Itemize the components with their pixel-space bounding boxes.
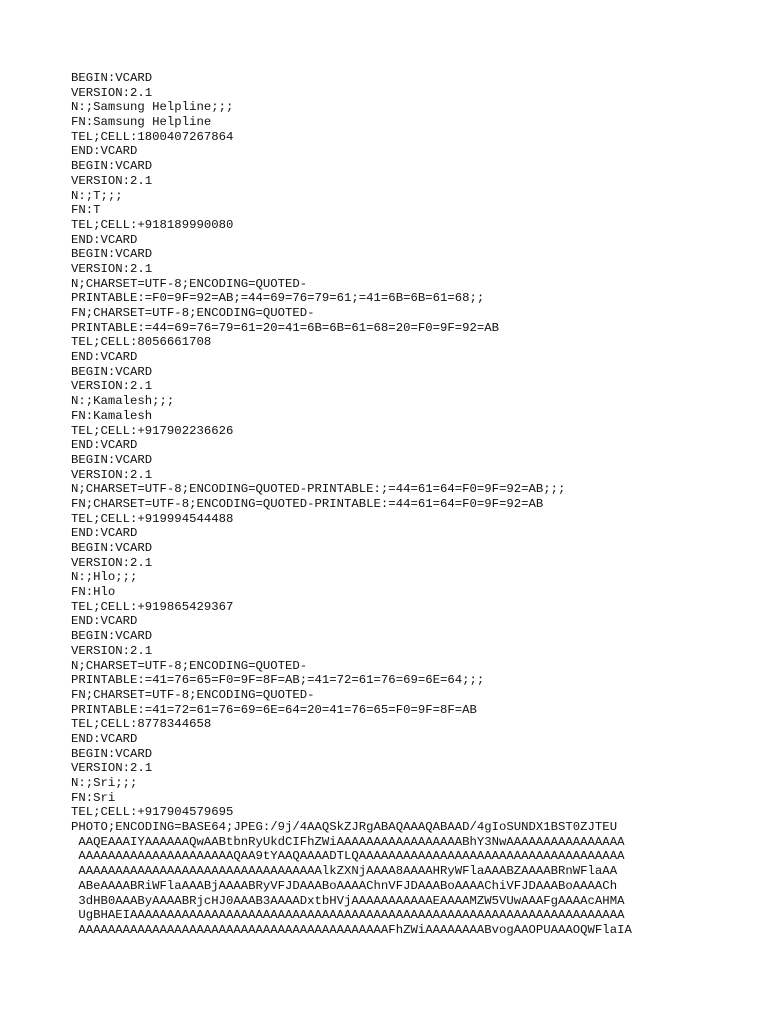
text-line: PHOTO;ENCODING=BASE64;JPEG:/9j/4AAQSkZJRgABAQAAAQABAAD/4gIoSUNDX1BST0ZJTEU [71, 820, 618, 835]
text-line: BEGIN:VCARD [71, 746, 153, 761]
text-line: TEL;CELL:+919994544488 [71, 511, 234, 526]
vcard-text-document [71, 71, 751, 952]
text-line: TEL;CELL:+917902236626 [71, 423, 234, 438]
text-line: ABeAAAABRiWFlaAAABjAAAABRyVFJDAAABoAAAAChnVFJDAAABoAAAAChiVFJDAAABoAAAACh [71, 878, 618, 893]
text-line: TEL;CELL:+919865429367 [71, 599, 234, 614]
text-line: END:VCARD [71, 438, 138, 453]
text-line: END:VCARD [71, 731, 138, 746]
text-line [71, 938, 751, 953]
text-line: VERSION:2.1 [71, 379, 153, 394]
text-line: TEL;CELL:8778344658 [71, 717, 212, 732]
text-line: N;CHARSET=UTF-8;ENCODING=QUOTED-PRINTABLE:;=44=61=64=F0=9F=92=AB;;; [71, 482, 566, 497]
text-line: FN:Kamalesh [71, 408, 153, 423]
text-line: VERSION:2.1 [71, 643, 153, 658]
text-line: END:VCARD [71, 350, 138, 365]
text-line: AAAAAAAAAAAAAAAAAAAAAQAA9tYAAQAAAADTLQAAAAAAAAAAAAAAAAAAAAAAAAAAAAAAAAAAAA [71, 849, 625, 864]
text-line: N;CHARSET=UTF-8;ENCODING=QUOTED- [71, 658, 308, 673]
text-line: TEL;CELL:+917904579695 [71, 805, 234, 820]
text-line: FN:Sri [71, 790, 116, 805]
text-line: BEGIN:VCARD [71, 247, 153, 262]
text-line: N:;Sri;;; [71, 776, 138, 790]
text-line: PRINTABLE:=41=72=61=76=69=6E=64=20=41=76=65=F0=9F=8F=AB [71, 702, 477, 717]
text-line: BEGIN:VCARD [71, 541, 153, 555]
text-line: VERSION:2.1 [71, 173, 153, 188]
text-line: TEL;CELL:+918189990080 [71, 217, 234, 232]
text-line: VERSION:2.1 [71, 467, 153, 482]
text-line: AAQEAAAIYAAAAAAQwAABtbnRyUkdCIFhZWiAAAAAAAAAAAAAAAAABhY3NwAAAAAAAAAAAAAAAA [71, 834, 625, 849]
text-line: VERSION:2.1 [71, 85, 153, 100]
text-line: N:;Hlo;;; [71, 570, 138, 585]
text-line: AAAAAAAAAAAAAAAAAAAAAAAAAAAAAAAAAlkZXNjAAAA8AAAAHRyWFlaAAABZAAAABRnWFlaAA [71, 864, 618, 879]
text-line: BEGIN:VCARD [71, 159, 153, 174]
text-line: PRINTABLE:=41=76=65=F0=9F=8F=AB;=41=72=61=76=69=6E=64;;; [71, 673, 485, 688]
text-line: BEGIN:VCARD [71, 71, 153, 85]
text-line: BEGIN:VCARD [71, 452, 153, 467]
text-line: FN;CHARSET=UTF-8;ENCODING=QUOTED-PRINTABLE:=44=61=64=F0=9F=92=AB [71, 496, 544, 511]
text-line: TEL;CELL:8056661708 [71, 335, 212, 350]
text-line: VERSION:2.1 [71, 761, 153, 776]
text-line: N;CHARSET=UTF-8;ENCODING=QUOTED- [71, 276, 308, 291]
text-line: N:;Samsung Helpline;;; [71, 100, 234, 115]
text-line: AAAAAAAAAAAAAAAAAAAAAAAAAAAAAAAAAAAAAAAAAAFhZWiAAAAAAAABvogAAOPUAAAOQWFlaIA [71, 922, 632, 937]
text-line: FN:Samsung Helpline [71, 115, 212, 130]
text-line: PRINTABLE:=F0=9F=92=AB;=44=69=76=79=61;=41=6B=6B=61=68;; [71, 291, 485, 306]
text-line: FN:Hlo [71, 585, 116, 600]
text-line: END:VCARD [71, 144, 138, 159]
text-line: VERSION:2.1 [71, 261, 153, 276]
text-line: FN:T [71, 203, 101, 218]
text-line: BEGIN:VCARD [71, 629, 153, 644]
text-line: FN;CHARSET=UTF-8;ENCODING=QUOTED- [71, 306, 315, 320]
text-line: 3dHB0AAAByAAAABRjcHJ0AAAB3AAAADxtbHVjAAAAAAAAAAAEAAAAMZW5VUwAAAFgAAAAcAHMA [71, 893, 625, 908]
text-line: END:VCARD [71, 526, 138, 541]
text-line: N:;T;;; [71, 188, 123, 203]
text-line: VERSION:2.1 [71, 555, 153, 570]
text-line: PRINTABLE:=44=69=76=79=61=20=41=6B=6B=61=68=20=F0=9F=92=AB [71, 320, 500, 335]
text-line: TEL;CELL:1800407267864 [71, 129, 234, 144]
text-line: END:VCARD [71, 232, 138, 247]
text-line: UgBHAEIAAAAAAAAAAAAAAAAAAAAAAAAAAAAAAAAAAAAAAAAAAAAAAAAAAAAAAAAAAAAAAAAAAA [71, 908, 625, 923]
text-line: END:VCARD [71, 614, 138, 629]
text-line: BEGIN:VCARD [71, 364, 153, 379]
text-line: N:;Kamalesh;;; [71, 394, 175, 409]
text-line: FN;CHARSET=UTF-8;ENCODING=QUOTED- [71, 687, 315, 702]
